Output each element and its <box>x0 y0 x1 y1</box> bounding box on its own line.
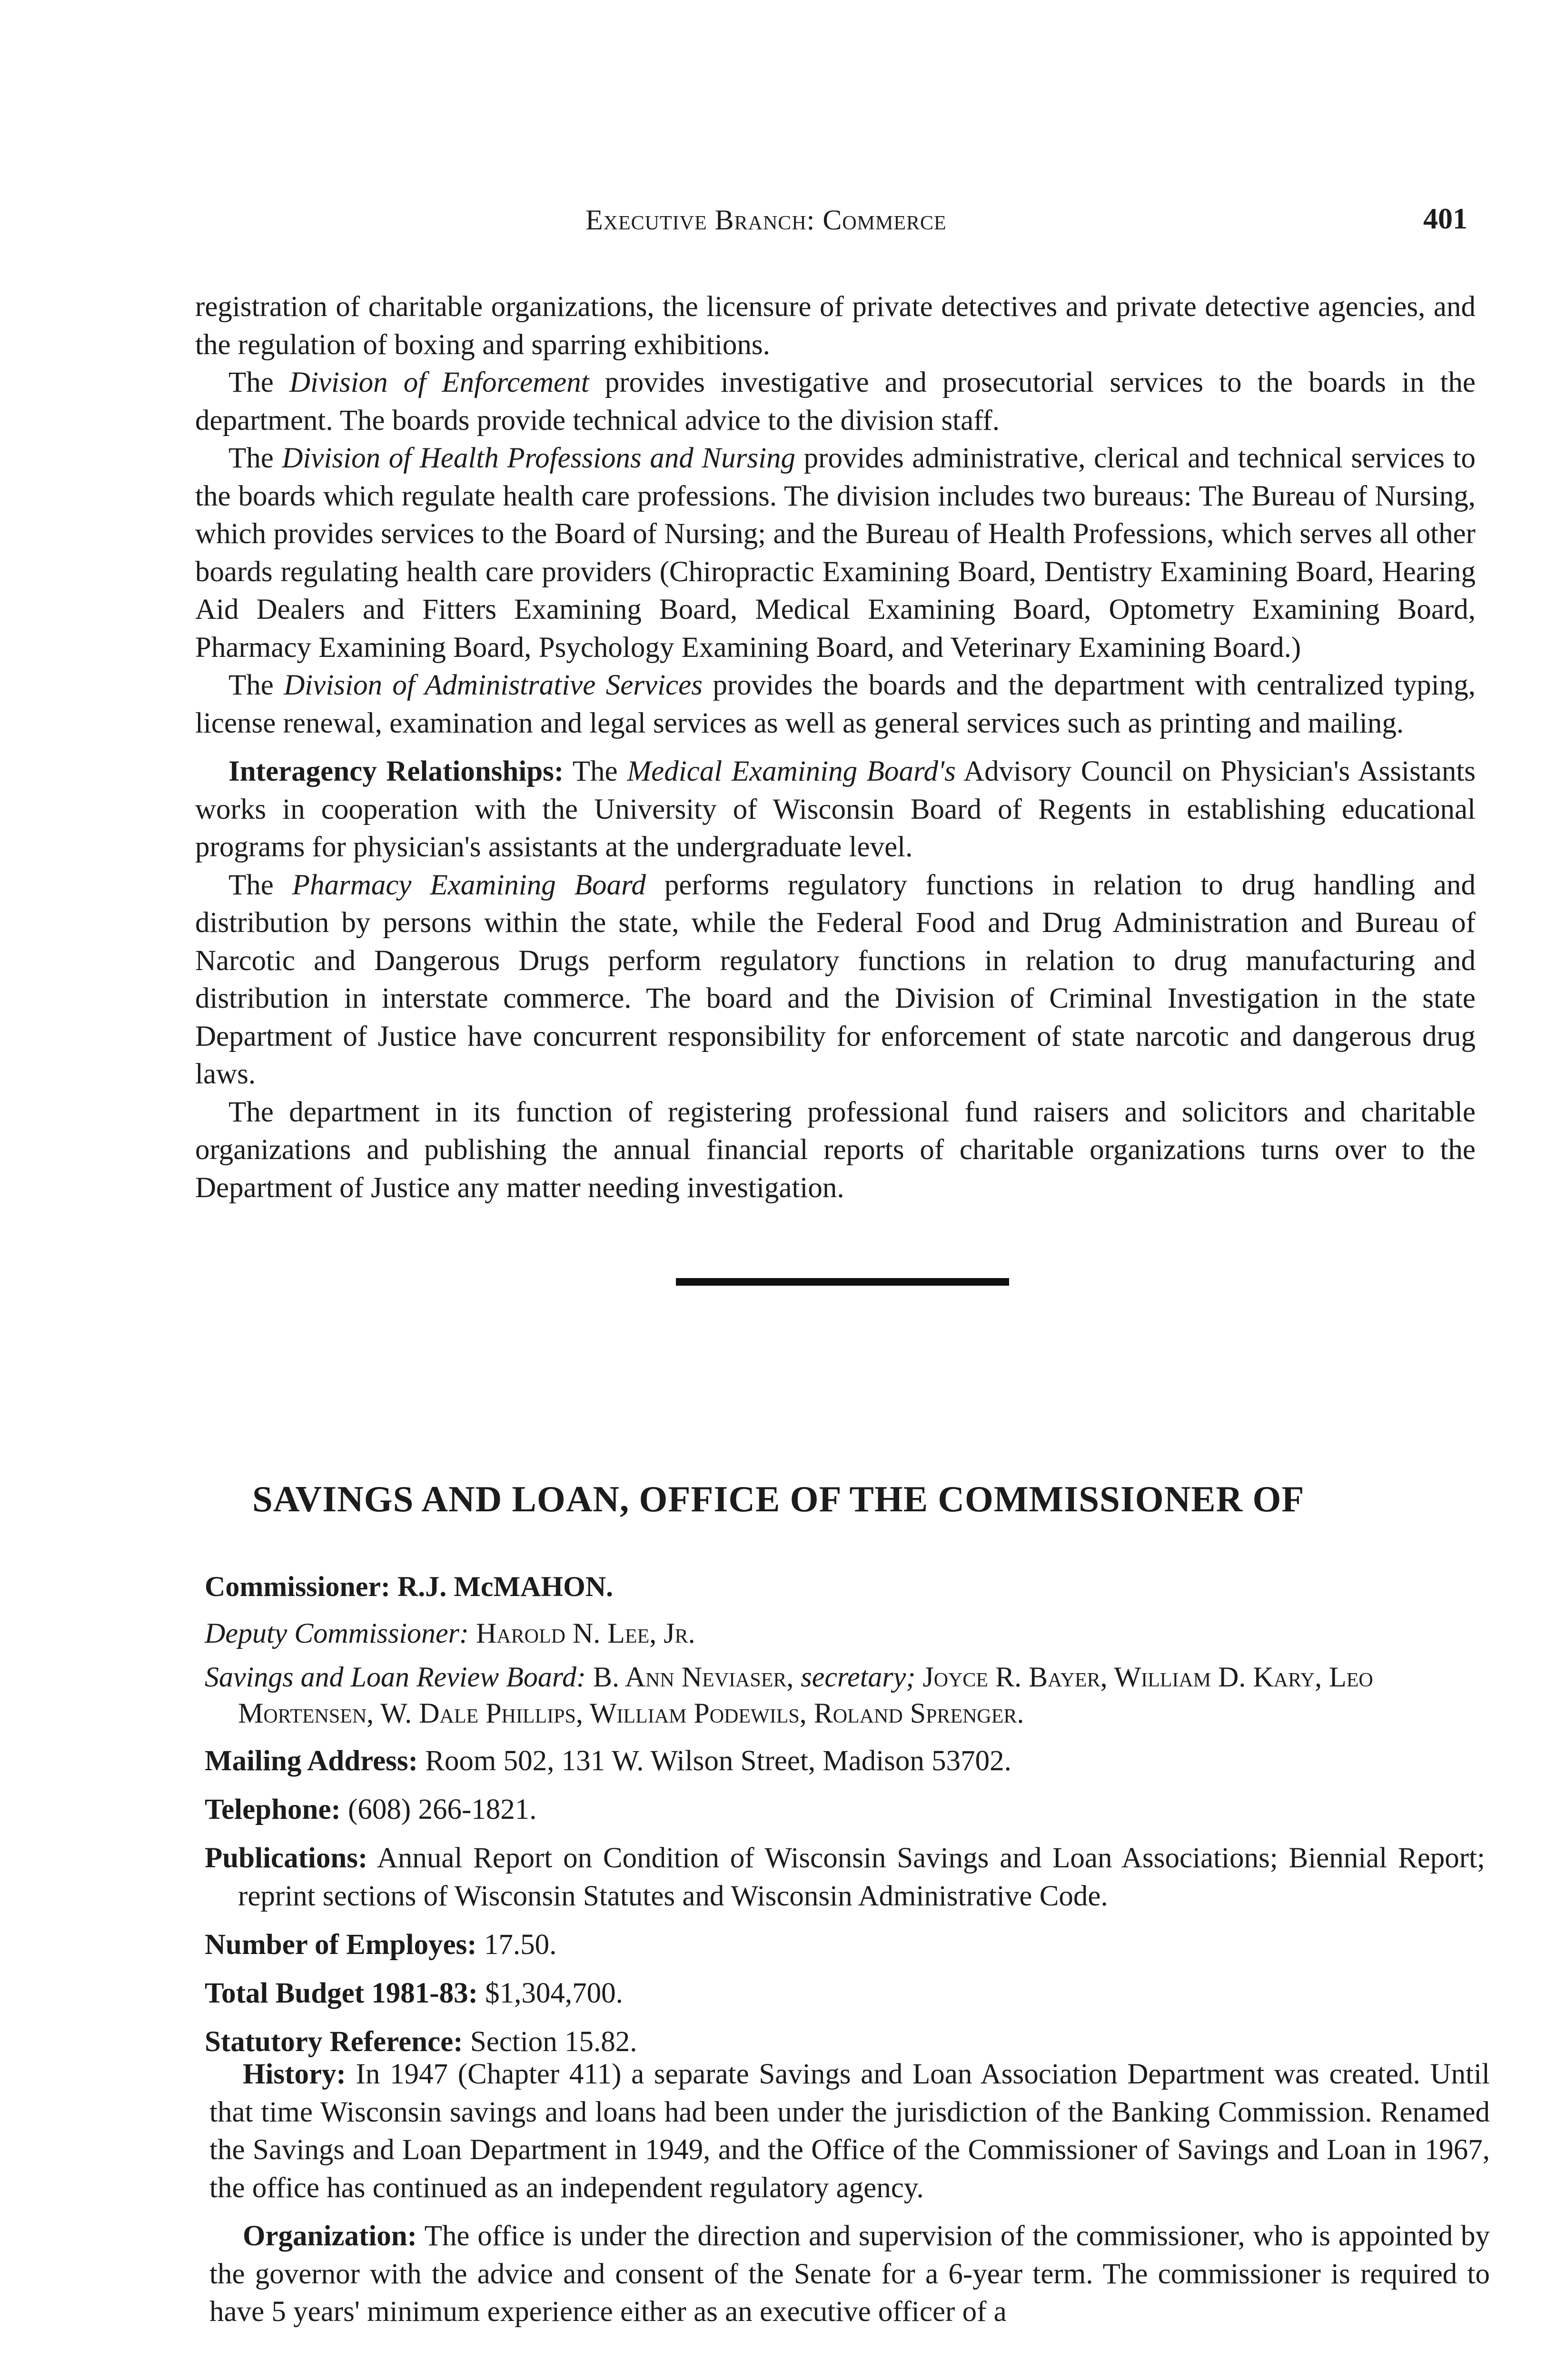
section-divider <box>676 1278 1009 1286</box>
division-name: Division of Enforcement <box>289 367 589 398</box>
deputy-commissioner-line: Deputy Commissioner: Harold N. Lee, Jr. <box>205 1617 695 1649</box>
history-paragraph: History: In 1947 (Chapter 411) a separate Savings and Loan Association Department was created. Until that time Wisconsin savings and loans had been under the jurisdiction of the Banking Commission. Renamed the Savings and Loan Department in 1949, and the Office of the Commissioner of Savings and Loan in 1967, the office has continued as an independent regulatory agency. <box>209 2058 1490 2204</box>
telephone-line: Telephone: (608) 266-1821. <box>205 1794 537 1825</box>
officials-list <box>205 1568 1485 1731</box>
commerce-continuation <box>195 288 1476 1207</box>
paragraph-interagency: Interagency Relationships: The Medical Examining Board's Advisory Council on Physician's Assistants works in cooperation with the University of Wisconsin Board of Regents in establishing educational programs for physician's assistants at the undergraduate level. <box>195 755 1476 863</box>
statutory-reference-line: Statutory Reference: Section 15.82. <box>205 2026 637 2058</box>
publications-line: Publications: Annual Report on Condition of Wisconsin Savings and Loan Associations; Biennial Report; reprint sections of Wisconsin Statutes and Wisconsin Administrative Code. <box>205 1842 1486 1912</box>
budget-line: Total Budget 1981-83: $1,304,700. <box>205 1977 623 2009</box>
organization-paragraph: Organization: The office is under the direction and supervision of the commissioner, who is appointed by the governor with the advice and consent of the Senate for a 6-year term. The commissioner is required to have 5 years' minimum experience either as an executive officer of a <box>209 2220 1490 2328</box>
employes-line: Number of Employes: 17.50. <box>205 1929 557 1961</box>
paragraph-registration: registration of charitable organizations, the licensure of private detectives and private detective agencies, and the regulation of boxing and sparring exhibitions. <box>195 291 1476 361</box>
paragraph-administrative-services: The Division of Administrative Services provides the boards and the department with centralized typing, license renewal, examination and legal services as well as general services such as printing and mailing. <box>195 669 1476 739</box>
division-name: Division of Administrative Services <box>284 669 703 701</box>
history-organization <box>209 2055 1490 2331</box>
review-board-line: Savings and Loan Review Board: B. Ann Neviaser, secretary; Joyce R. Bayer, William D. Kary, Leo Mortensen, W. Dale Phillips, William Podewils, Roland Sprenger. <box>205 1661 1373 1729</box>
mailing-address-line: Mailing Address: Room 502, 131 W. Wilson Street, Madison 53702. <box>205 1745 1011 1777</box>
division-name: Division of Health Professions and Nursing <box>282 442 796 474</box>
section-title: SAVINGS AND LOAN, OFFICE OF THE COMMISSIONER OF <box>252 1478 1305 1519</box>
running-head: Executive Branch: Commerce <box>585 204 947 236</box>
page-number: 401 <box>1423 203 1467 235</box>
paragraph-health-professions: The Division of Health Professions and Nursing provides administrative, clerical and technical services to the boards which regulate health care professions. The division includes two bureaus: The Bureau of Nursing, which provides services to the Board of Nursing; and the Bureau of Health Professions, which serves all other boards regulating health care providers (Chiropractic Examining Board, Dentistry Examining Board, Hearing Aid Dealers and Fitters Examining Board, Medical Examining Board, Optometry Examining Board, Pharmacy Examining Board, Psychology Examining Board, and Veterinary Examining Board.) <box>195 442 1476 664</box>
commissioner-line: Commissioner: R.J. McMAHON. <box>205 1571 614 1602</box>
paragraph-pharmacy: The Pharmacy Examining Board performs regulatory functions in relation to drug handling and distribution by persons within the state, while the Federal Food and Drug Administration and Bureau of Narcotic and Dangerous Drugs perform regulatory functions in relation to drug manufacturing and distribution in interstate commerce. The board and the Division of Criminal Investigation in the state Department of Justice have concurrent responsibility for enforcement of state narcotic and dangerous drug laws. <box>195 869 1476 1090</box>
interagency-label: Interagency Relationships: <box>228 755 564 787</box>
office-facts <box>205 1742 1485 2061</box>
paragraph-enforcement: The Division of Enforcement provides investigative and prosecutorial services to the boards in the department. The boards provide technical advice to the division staff. <box>195 367 1476 436</box>
paragraph-fund-raisers: The department in its function of registering professional fund raisers and solicitors and charitable organizations and publishing the annual financial reports of charitable organizations turns over to the Department of Justice any matter needing investigation. <box>195 1096 1476 1204</box>
